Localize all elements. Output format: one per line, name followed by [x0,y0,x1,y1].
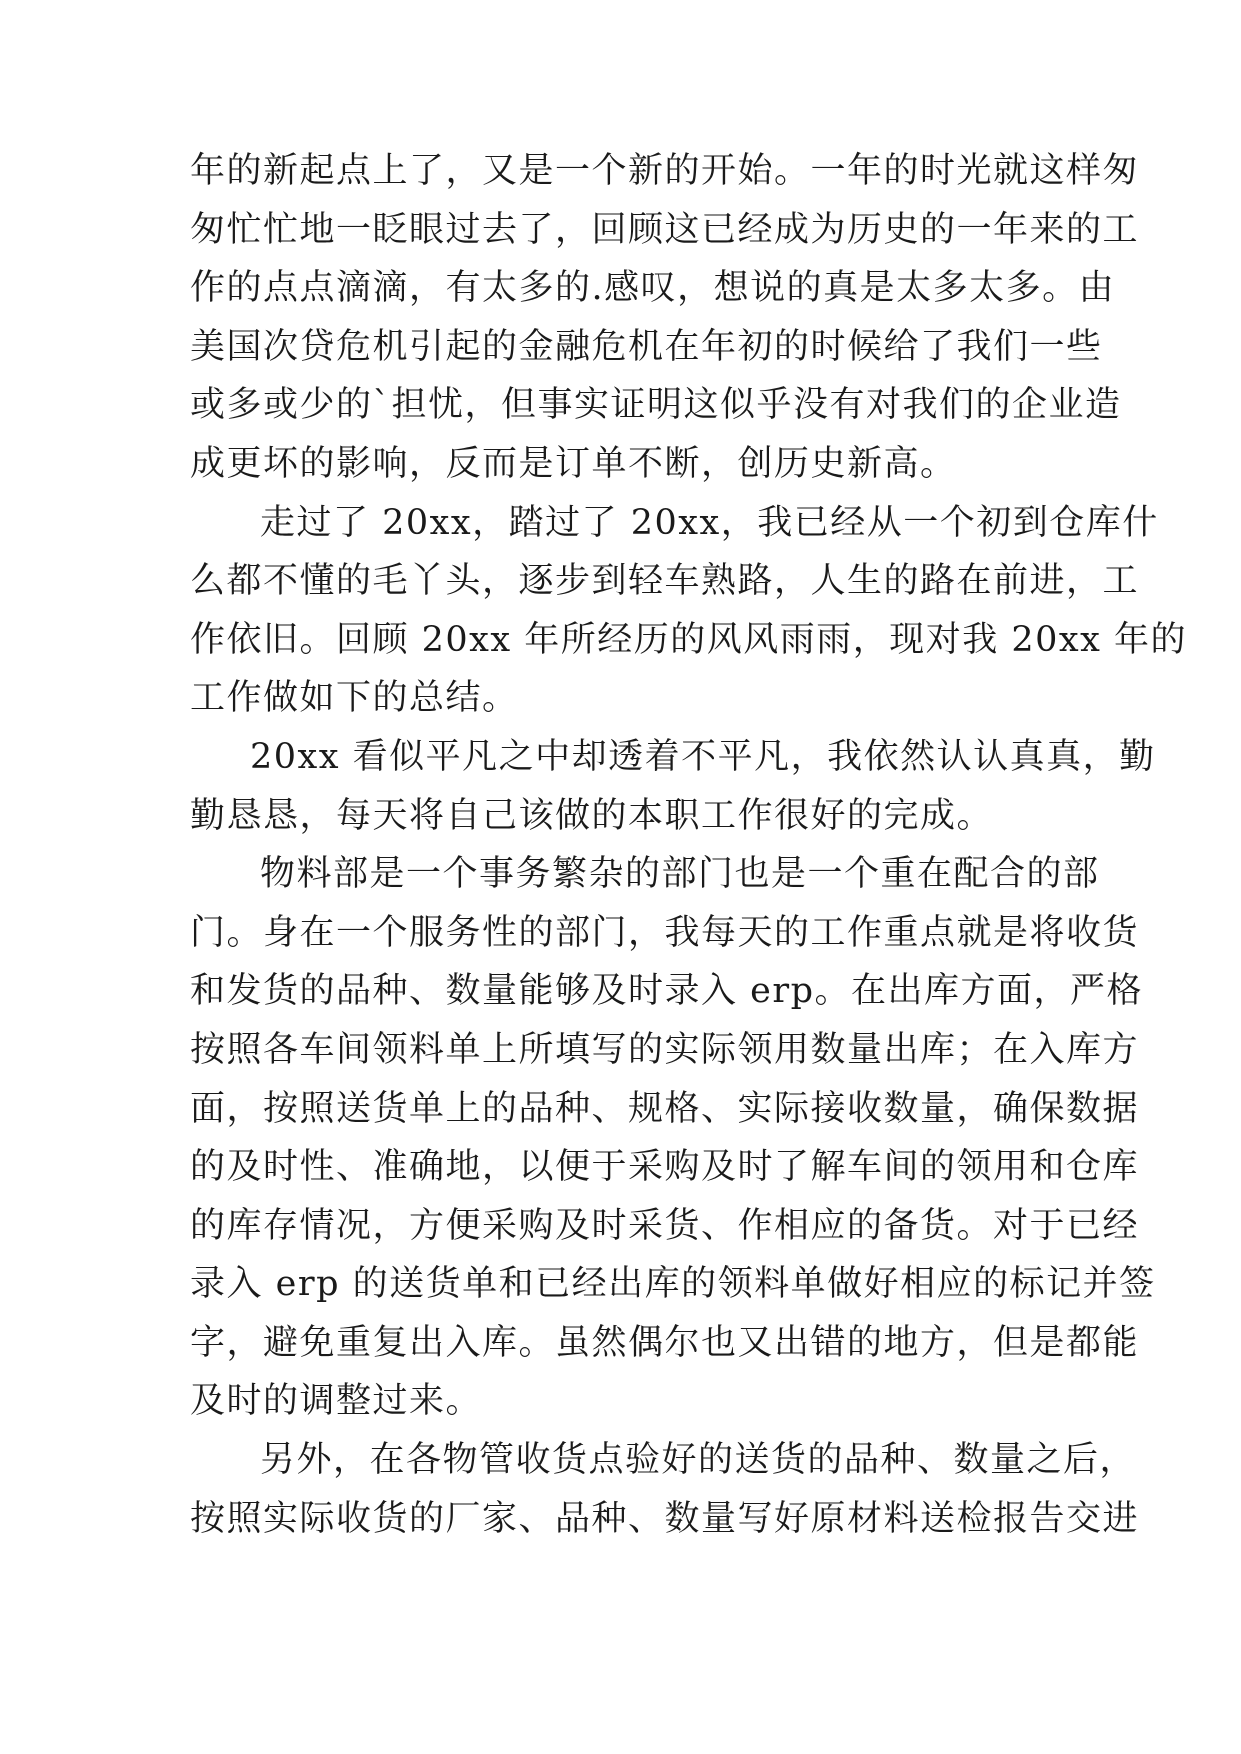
paragraph-first-line: 走过了 20xx，踏过了 20xx，我已经从一个初到仓库什 [260,502,1159,543]
text-line: 美国次贷危机引起的金融危机在年初的时候给了我们一些 [190,326,1103,367]
text-line: 的库存情况，方便采购及时采货、作相应的备货。对于已经 [190,1205,1140,1246]
text-line: 按照各车间领料单上所填写的实际领用数量出库；在入库方 [190,1029,1140,1070]
text-line: 匆忙忙地一眨眼过去了，回顾这已经成为历史的一年来的工 [190,209,1140,250]
text-line: 勤恳恳，每天将自己该做的本职工作很好的完成。 [190,795,994,836]
text-line: 录入 erp 的送货单和已经出库的领料单做好相应的标记并签 [190,1264,1156,1305]
text-line: 面，按照送货单上的品种、规格、实际接收数量，确保数据 [190,1088,1140,1129]
paragraph-first-line: 20xx 看似平凡之中却透着不平凡，我依然认认真真，勤 [250,736,1156,777]
text-line: 作的点点滴滴，有太多的.感叹，想说的真是太多太多。由 [190,268,1116,309]
text-line: 字，避免重复出入库。虽然偶尔也又出错的地方，但是都能 [190,1322,1140,1363]
text-line: 作依旧。回顾 20xx 年所经历的风风雨雨，现对我 20xx 年的 [190,619,1188,660]
text-line: 门。身在一个服务性的部门，我每天的工作重点就是将收货 [190,912,1140,953]
paragraph-first-line: 物料部是一个事务繁杂的部门也是一个重在配合的部 [260,854,1100,895]
text-line: 工作做如下的总结。 [190,678,519,719]
text-line: 年的新起点上了，又是一个新的开始。一年的时光就这样匆 [190,151,1140,191]
text-line: 的及时性、准确地，以便于采购及时了解车间的领用和仓库 [190,1147,1140,1188]
text-line: 成更坏的影响，反而是订单不断，创历史新高。 [190,443,957,484]
document-body [190,142,1188,1548]
text-line: 按照实际收货的厂家、品种、数量写好原材料送检报告交进 [190,1498,1140,1539]
text-line: 及时的调整过来。 [190,1381,483,1422]
text-line: 么都不懂的毛丫头，逐步到轻车熟路，人生的路在前进，工 [190,561,1140,602]
text-line: 或多或少的`担忧，但事实证明这似乎没有对我们的企业造 [190,385,1122,426]
paragraph-first-line: 另外，在各物管收货点验好的送货的品种、数量之后， [260,1440,1137,1481]
text-line: 和发货的品种、数量能够及时录入 erp。在出库方面，严格 [190,971,1143,1012]
